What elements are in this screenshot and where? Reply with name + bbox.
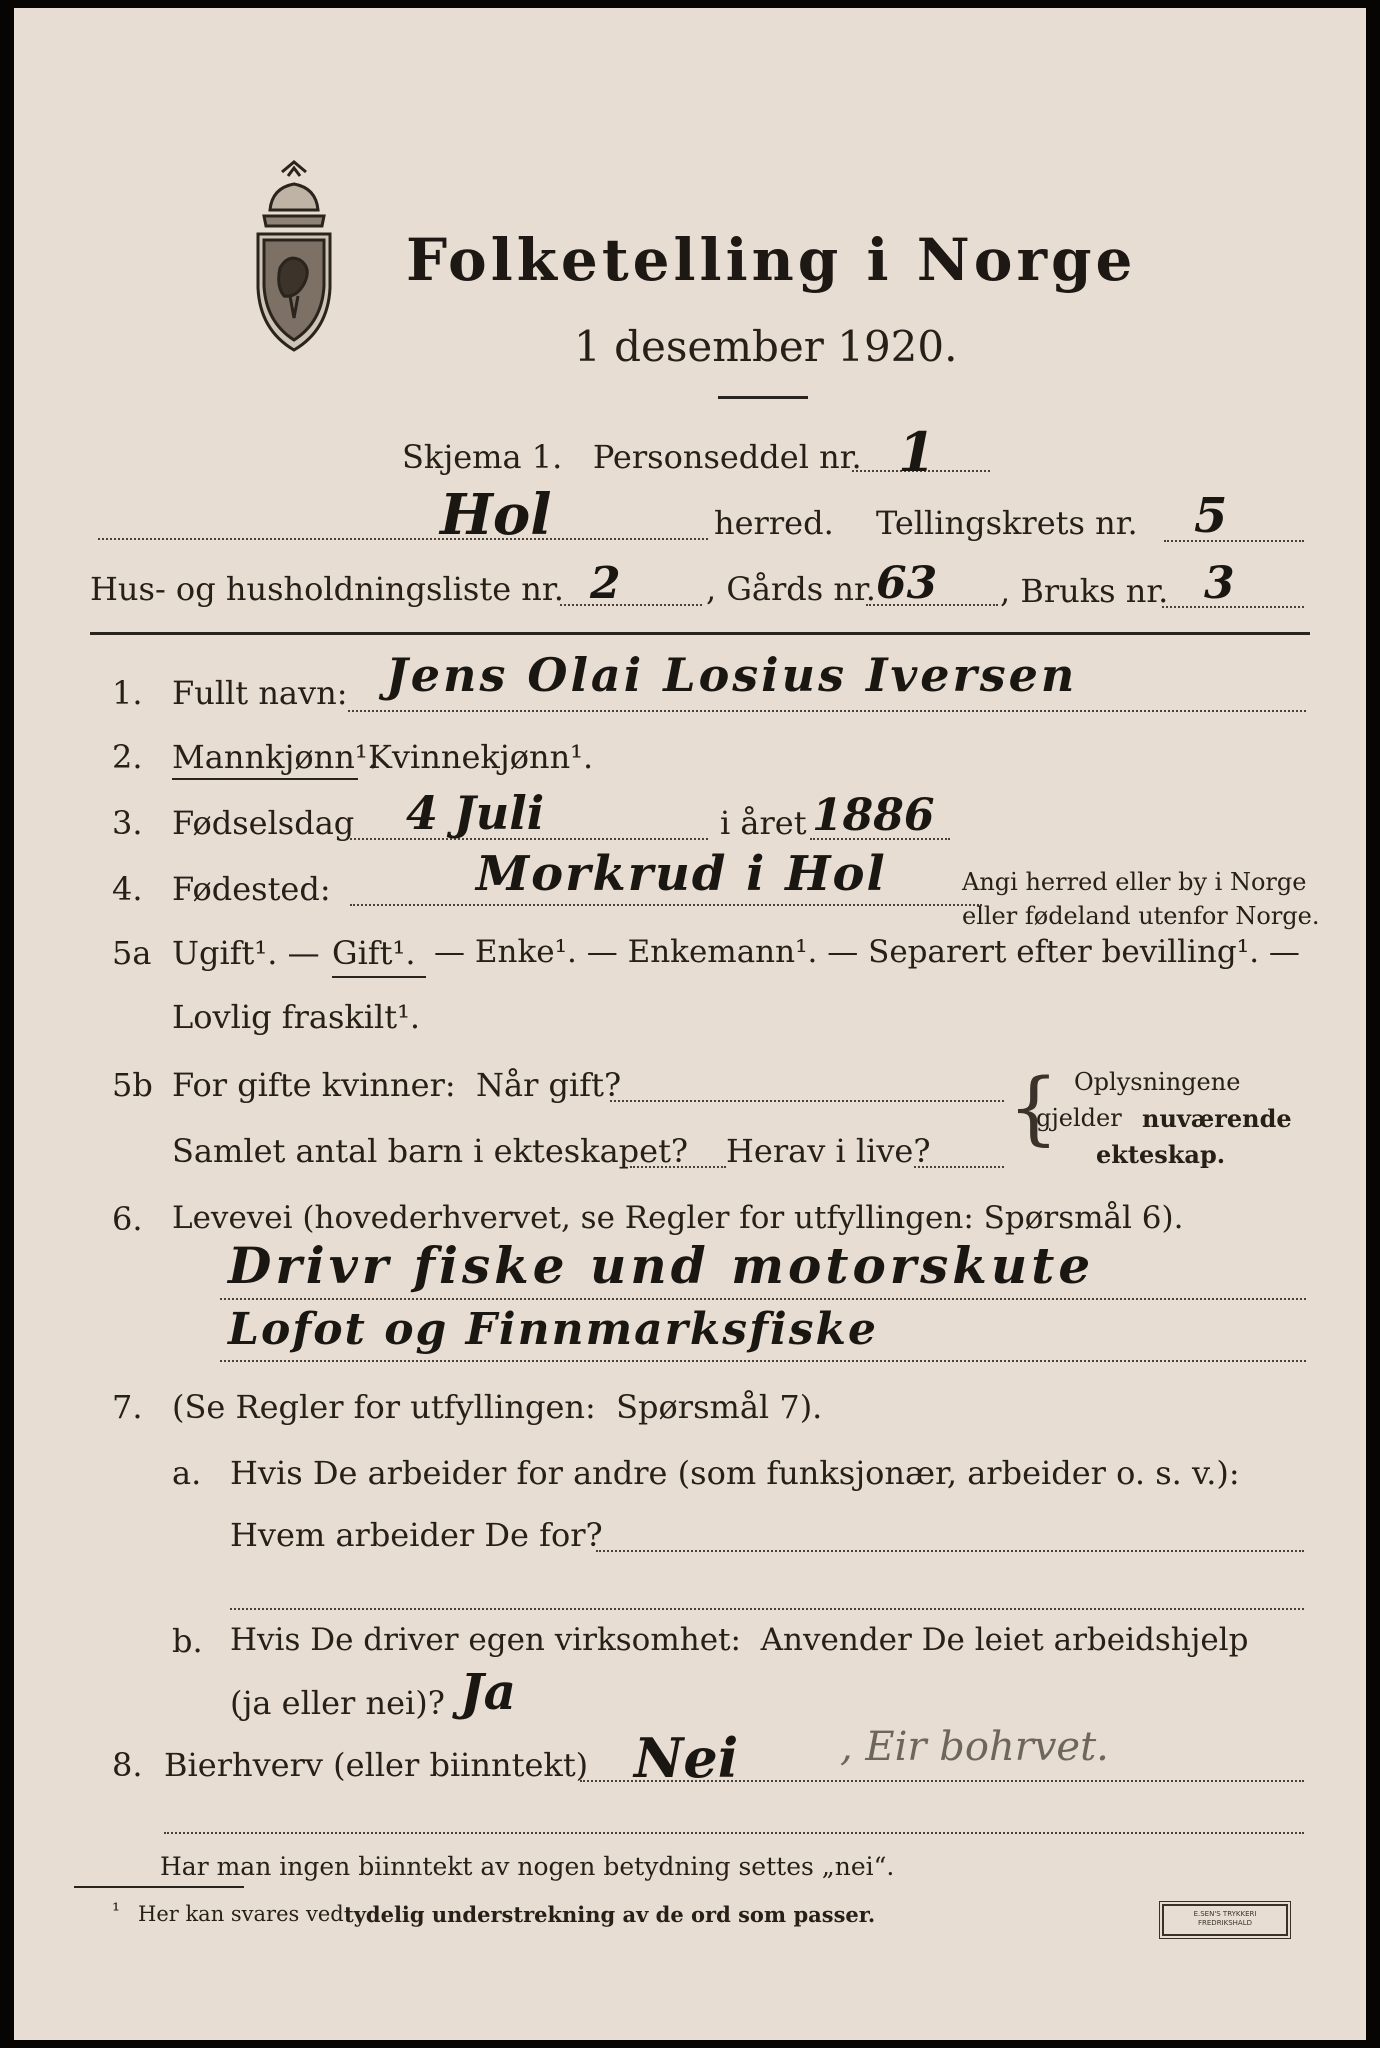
q5b-barn-line <box>630 1166 726 1168</box>
q5a-line2: Lovlig fraskilt¹. <box>172 998 421 1036</box>
q3-number: 3. <box>112 804 143 842</box>
q5b-line1: For gifte kvinner: Når gift? <box>172 1066 622 1104</box>
q5b-gift-line <box>610 1100 1004 1102</box>
q5b-note-line1: Oplysningene <box>1074 1068 1241 1096</box>
gards-value: 63 <box>876 558 938 609</box>
q3-value: 4 Juli <box>406 786 545 840</box>
q7b-line1: Hvis De driver egen virksomhet: Anvender De leiet arbeidshjelp <box>230 1622 1249 1658</box>
gards-label: , Gårds nr. <box>706 570 876 608</box>
q7a-letter: a. <box>172 1454 202 1492</box>
tellingskrets-value: 5 <box>1194 488 1228 544</box>
q1-label: Fullt navn: <box>172 674 348 712</box>
coat-of-arms-icon <box>242 158 346 354</box>
q5b-herav: Herav i live? <box>726 1132 931 1170</box>
q6-value-line2: Lofot og Finnmarksfiske <box>228 1304 878 1355</box>
census-form <box>14 8 1366 2040</box>
q4-value: Morkrud i Hol <box>476 846 887 902</box>
tellingskrets-label: Tellingskrets nr. <box>876 504 1138 542</box>
header-rule <box>90 632 1310 635</box>
q1-line <box>348 710 1306 712</box>
q8-line2 <box>164 1832 1304 1834</box>
q5b-note-line2b: nuværende <box>1142 1104 1292 1133</box>
q3-year-value: 1886 <box>812 790 935 841</box>
herred-label: herred. <box>714 504 834 542</box>
q5b-herav-line <box>914 1166 1004 1168</box>
q8-number: 8. <box>112 1746 143 1784</box>
note-text: Har man ingen biinntekt av nogen betydning settes „nei“. <box>160 1852 895 1881</box>
bruks-label: , Bruks nr. <box>1000 572 1169 610</box>
q5b-note-line2a: gjelder <box>1036 1104 1122 1132</box>
q8-value-extra: , Eir bohrvet. <box>840 1724 1109 1770</box>
q7a-line1: Hvis De arbeider for andre (som funksjonær, arbeider o. s. v.): <box>230 1454 1240 1492</box>
q5a-number: 5a <box>112 934 152 972</box>
personseddel-value: 1 <box>898 420 936 484</box>
husholdningsliste-label: Hus- og husholdningsliste nr. <box>90 570 564 608</box>
husholdningsliste-value: 2 <box>590 558 621 609</box>
footnote-mark: ¹ <box>112 1898 121 1922</box>
title-divider <box>718 396 808 399</box>
herred-line <box>98 538 708 540</box>
footnote-strong: tydelig understrekning av de ord som passer. <box>344 1902 876 1927</box>
q6-line2 <box>220 1360 1306 1362</box>
q5b-brace: { <box>1008 1061 1059 1154</box>
q3-year-label: i året <box>720 804 807 842</box>
husholdningsliste-line <box>560 604 702 606</box>
q6-line1 <box>220 1298 1306 1300</box>
q7b-value: Ja <box>460 1662 517 1721</box>
q5b-line2: Samlet antal barn i ekteskapet? <box>172 1132 689 1170</box>
skjema-label: Skjema 1. Personseddel nr. <box>402 438 862 476</box>
q6-label: Levevei (hovederhvervet, se Regler for utfyllingen: Spørsmål 6). <box>172 1200 1184 1236</box>
herred-value: Hol <box>440 482 552 548</box>
q8-value: Nei <box>634 1726 739 1790</box>
q7-label: (Se Regler for utfyllingen: Spørsmål 7). <box>172 1388 823 1426</box>
q7a-line2: Hvem arbeider De for? <box>230 1516 603 1554</box>
q1-number: 1. <box>112 674 143 712</box>
q2-kvinne: Kvinnekjønn¹. <box>368 738 594 776</box>
q1-value: Jens Olai Losius Iversen <box>386 648 1078 702</box>
q4-note-line1: Angi herred eller by i Norge <box>962 868 1307 896</box>
q2-mann: Mannkjønn¹. <box>172 738 378 776</box>
q2-mann-underline <box>172 778 358 780</box>
q2-number: 2. <box>112 738 143 776</box>
q5a-gift-underline <box>332 976 426 978</box>
q5a-ugift: Ugift¹. — <box>172 934 320 972</box>
bruks-value: 3 <box>1204 558 1235 609</box>
printer-stamp <box>1162 1904 1288 1936</box>
q7a-line2-fill <box>596 1550 1304 1552</box>
q5b-number: 5b <box>112 1066 153 1104</box>
footnote-text: Her kan svares ved <box>138 1902 344 1926</box>
footnote-rule <box>74 1886 244 1888</box>
q5a-gift: Gift¹. <box>332 934 416 972</box>
tellingskrets-line <box>1164 540 1304 542</box>
q6-value-line1: Drivr fiske und motorskute <box>228 1236 1095 1295</box>
q7a-line3-fill <box>230 1608 1304 1610</box>
q6-number: 6. <box>112 1200 143 1238</box>
form-title: Folketelling i Norge <box>406 226 1137 294</box>
q5b-note-line3: ekteskap. <box>1096 1140 1226 1169</box>
q8-label: Bierhverv (eller biinntekt) <box>164 1746 589 1784</box>
q3-label: Fødselsdag <box>172 804 355 842</box>
q4-note-line2: eller fødeland utenfor Norge. <box>962 902 1320 930</box>
q4-label: Fødested: <box>172 870 331 908</box>
q7b-letter: b. <box>172 1622 203 1660</box>
q5a-rest: — Enke¹. — Enkemann¹. — Separert efter bevilling¹. — <box>434 934 1300 970</box>
q4-line <box>350 904 982 906</box>
q4-number: 4. <box>112 870 143 908</box>
q7-number: 7. <box>112 1388 143 1426</box>
census-date: 1 desember 1920. <box>574 322 958 371</box>
printer-stamp-text: E.SEN'S TRYKKERI FREDRIKSHALD <box>1193 1910 1257 1927</box>
q7b-line2: (ja eller nei)? <box>230 1684 445 1722</box>
